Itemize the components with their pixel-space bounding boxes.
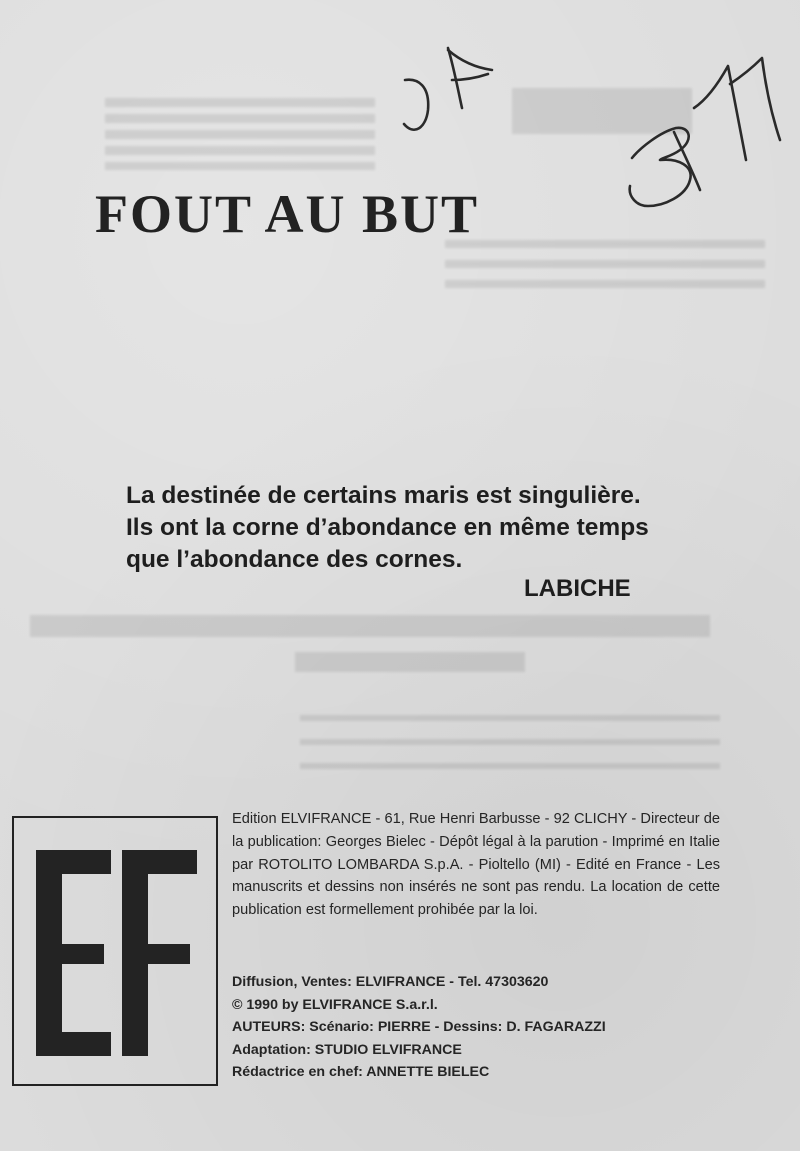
credit-line: © 1990 by ELVIFRANCE S.a.r.l. <box>232 996 438 1013</box>
credit-line: Diffusion, Ventes: ELVIFRANCE - Tel. 47303620 <box>232 974 549 990</box>
book-title: FOUT AU BUT <box>95 184 480 244</box>
legal-imprint: Edition ELVIFRANCE - 61, Rue Henri Barbusse - 92 CLICHY - Directeur de la publication: Georges Bielec - Dépôt légal à la parution - Imprimé en Italie par ROTOLITO LOMBARDA S.p.A. - Pioltello (MI) - Edité en France - Les manuscrits et dessins non insérés ne sont pas rendu. La location de cette publication est formellement prohibée par la loi. <box>232 811 720 919</box>
ef-logo-graphic <box>14 818 215 1083</box>
credits-block <box>232 971 752 1084</box>
quote-line: Ils ont la corne d’abondance en même temps <box>126 514 649 541</box>
show-through-block-4 <box>30 615 710 637</box>
handwritten-mark-ja <box>404 48 492 130</box>
quote-author: LABICHE <box>524 575 631 602</box>
show-through-block-5 <box>295 652 525 672</box>
credit-line: AUTEURS: Scénario: PIERRE - Dessins: D. FAGARAZZI <box>232 1019 606 1035</box>
quote-line: que l’abondance des cornes. <box>126 546 463 573</box>
handwritten-mark-b11 <box>630 58 780 206</box>
handwritten-annotations <box>0 0 800 260</box>
publisher-logo <box>12 816 218 1086</box>
quote-line: La destinée de certains maris est singulière. <box>126 482 641 509</box>
credit-line: Adaptation: STUDIO ELVIFRANCE <box>232 1041 462 1058</box>
show-through-block-6 <box>300 715 720 785</box>
epigraph-quote <box>126 480 766 576</box>
credit-line: Rédactrice en chef: ANNETTE BIELEC <box>232 1064 490 1080</box>
